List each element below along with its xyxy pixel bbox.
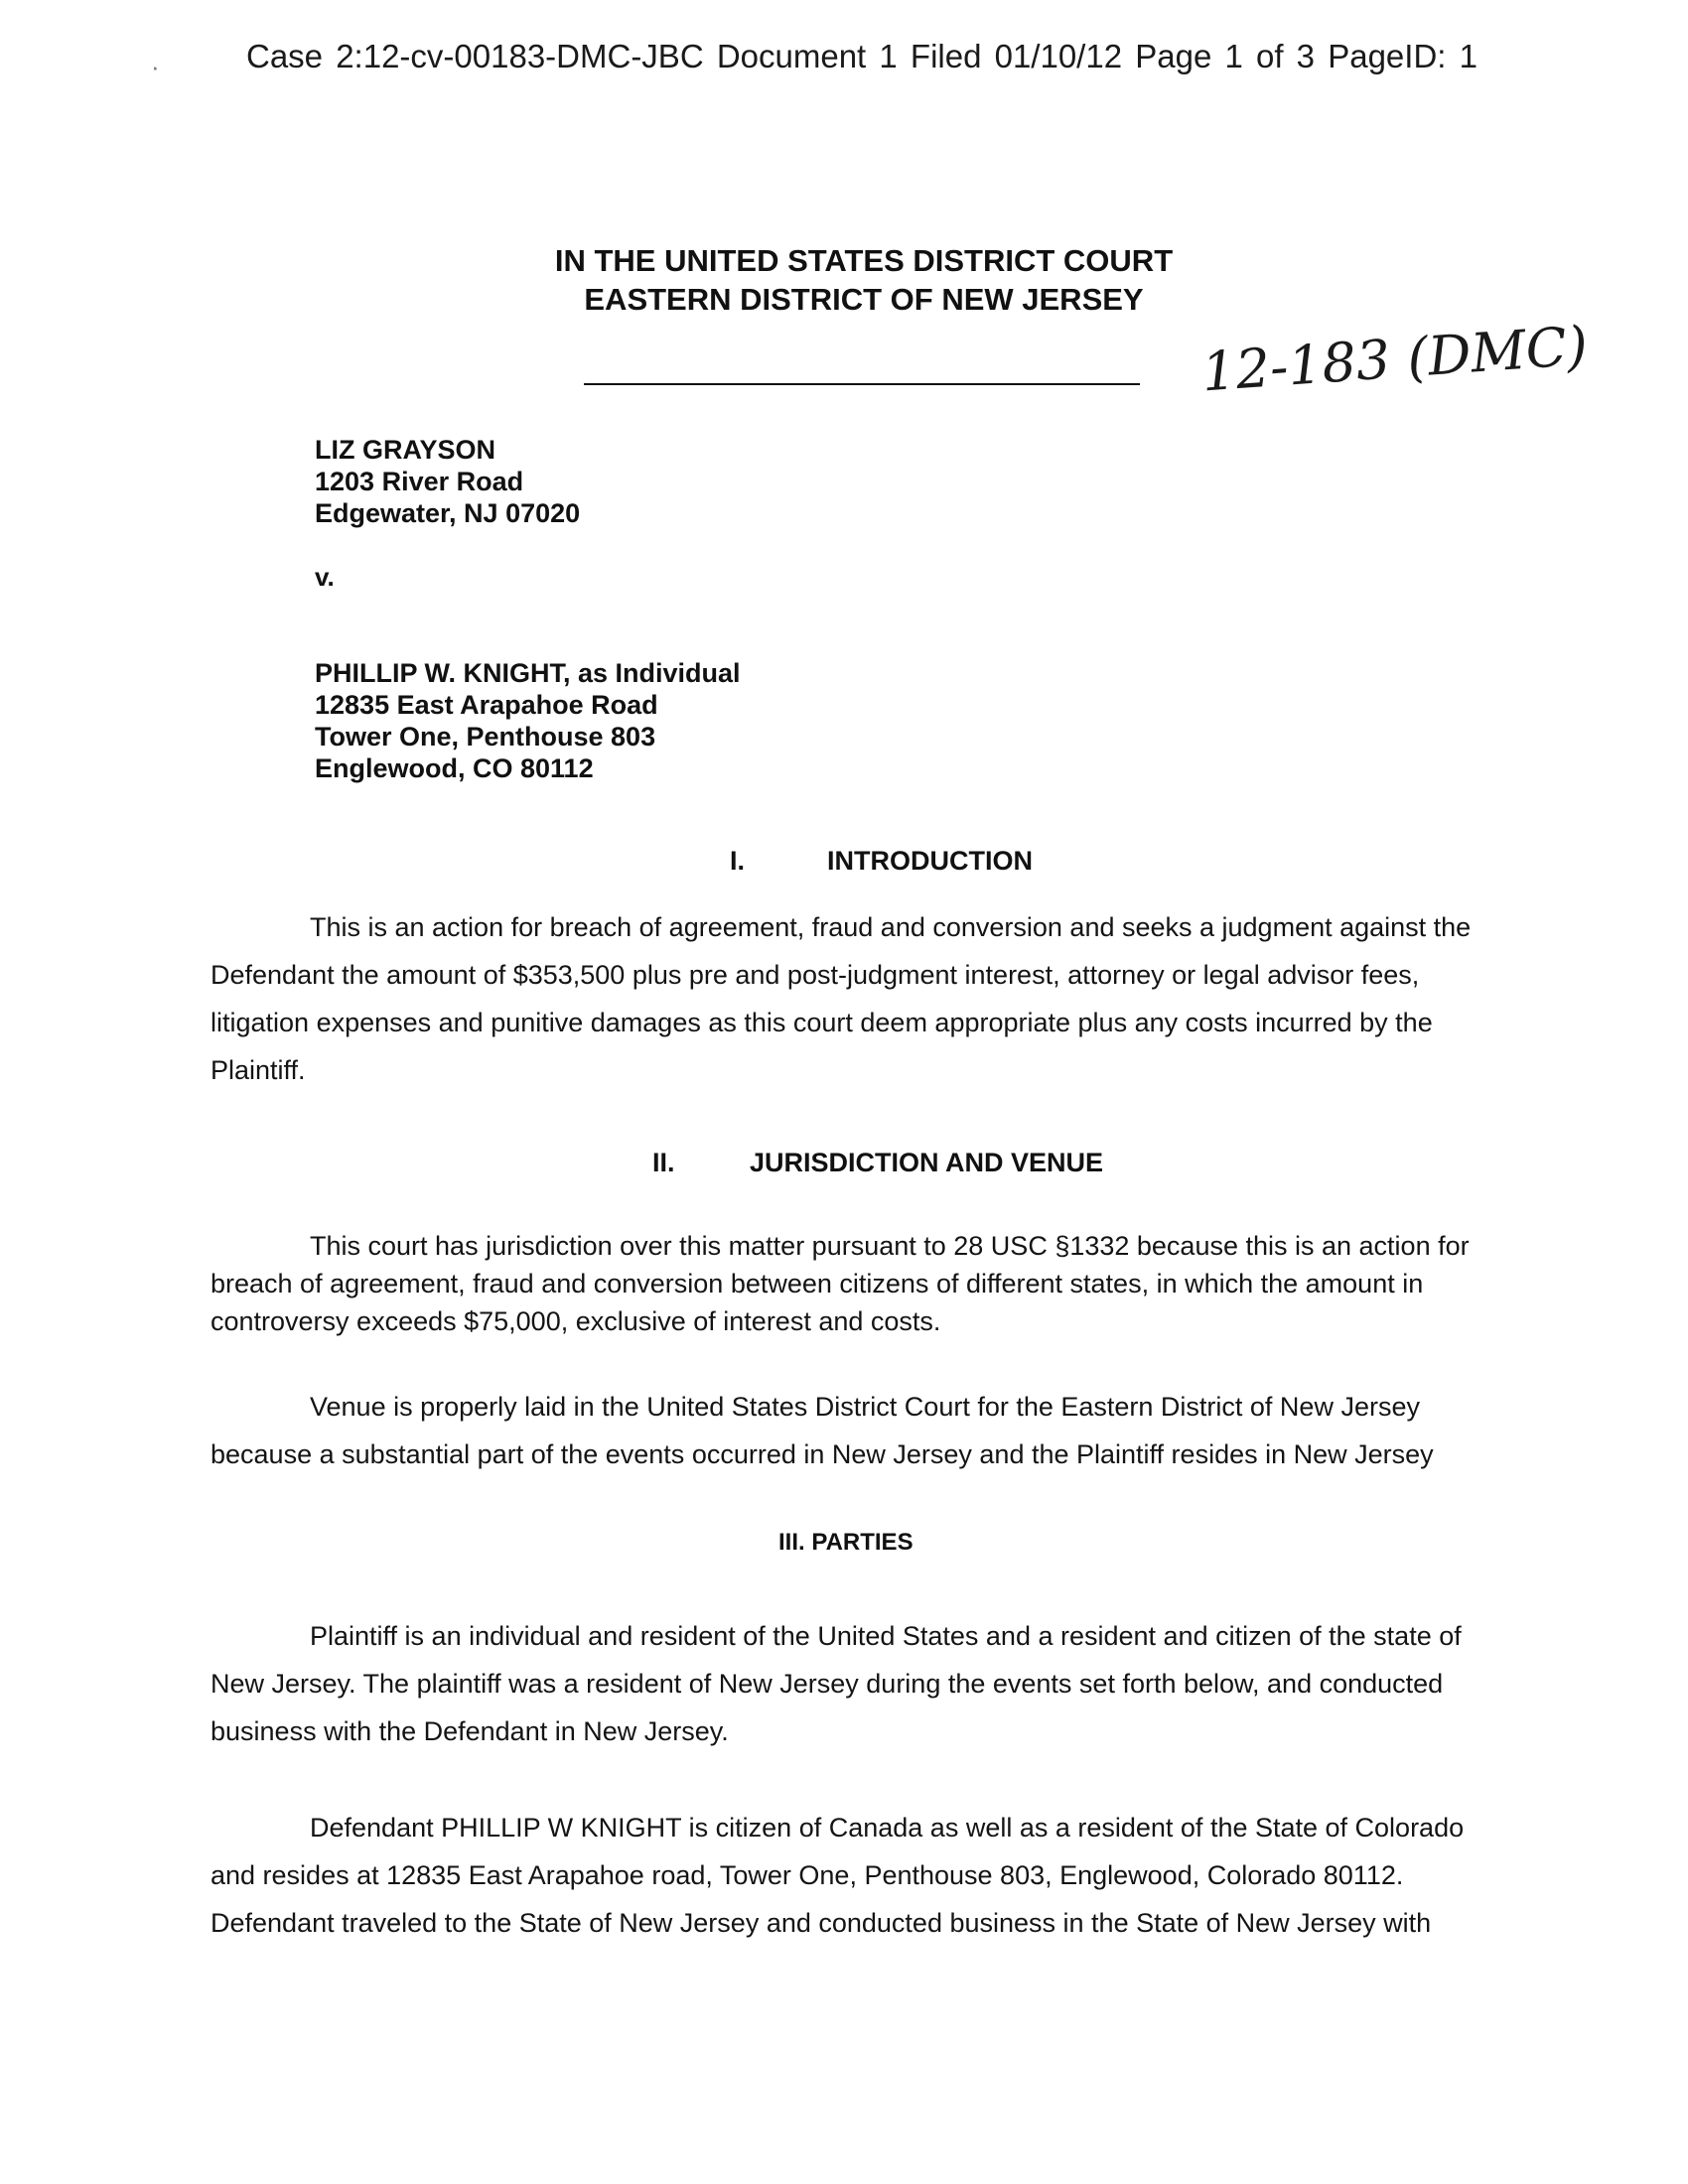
jurisdiction-paragraph — [211, 1227, 1511, 1340]
section-numeral-jurisdiction: II. — [652, 1148, 675, 1177]
section-title-jurisdiction: JURISDICTION AND VENUE — [750, 1148, 1104, 1177]
plaintiff-name: LIZ GRAYSON — [315, 435, 496, 465]
section-numeral-intro: I. — [730, 846, 746, 876]
court-name-line-1: IN THE UNITED STATES DISTRICT COURT — [554, 243, 1174, 278]
caption-divider — [584, 383, 1140, 385]
versus-label: v. — [315, 562, 335, 592]
plaintiff-party-text: Plaintiff is an individual and resident of the United States and a resident and citizen of the state of New Jersey. The plaintiff was a resident of New Jersey during the events set forth below, and conducted business with the Defendant in New Jersey. — [211, 1621, 1462, 1746]
intro-text: This is an action for breach of agreement, fraud and conversion and seeks a judgment against the Defendant the amount of $353,500 plus pre and post-judgment interest, attorney or legal advisor fees, litigation expenses and punitive damages as this court deem appropriate plus any costs incurred by the Plaintiff. — [211, 912, 1472, 1085]
plaintiff-address-1: 1203 River Road — [315, 467, 524, 496]
defendant-address-1: 12835 East Arapahoe Road — [315, 690, 658, 720]
jurisdiction-text: This court has jurisdiction over this matter pursuant to 28 USC §1332 because this is an action for breach of agreement, fraud and conversion between citizens of different states, in which the amount in controversy exceeds $75,000, exclusive of interest and costs. — [211, 1231, 1470, 1336]
defendant-address-3: Englewood, CO 80112 — [315, 753, 594, 783]
venue-paragraph — [211, 1383, 1511, 1478]
defendant-party-paragraph — [211, 1804, 1511, 1947]
defendant-address-2: Tower One, Penthouse 803 — [315, 722, 656, 751]
intro-paragraph — [211, 903, 1511, 1094]
section-title-parties: III. PARTIES — [778, 1529, 914, 1556]
court-name-line-2: EASTERN DISTRICT OF NEW JERSEY — [584, 282, 1144, 317]
defendant-party-text: Defendant PHILLIP W KNIGHT is citizen of Canada as well as a resident of the State of Colorado and resides at 12835 East Arapahoe road, Tower One, Penthouse 803, Englewood, Colorado 80112. Defendant traveled to the State of New Jersey and conducted business in the State of New Jersey with — [211, 1813, 1465, 1938]
plaintiff-address-2: Edgewater, NJ 07020 — [315, 498, 581, 528]
scan-speck: · — [151, 52, 160, 81]
venue-text: Venue is properly laid in the United States District Court for the Eastern District of New Jersey because a substantial part of the events occurred in New Jersey and the Plaintiff resides in New Jersey — [211, 1392, 1434, 1469]
handwritten-case-number: 12-183 (DMC) — [1199, 314, 1590, 404]
case-header: Case 2:12-cv-00183-DMC-JBC Document 1 Filed 01/10/12 Page 1 of 3 PageID: 1 — [246, 38, 1477, 74]
section-title-intro: INTRODUCTION — [827, 846, 1033, 876]
defendant-name: PHILLIP W. KNIGHT, as Individual — [315, 658, 741, 688]
plaintiff-party-paragraph — [211, 1612, 1511, 1755]
